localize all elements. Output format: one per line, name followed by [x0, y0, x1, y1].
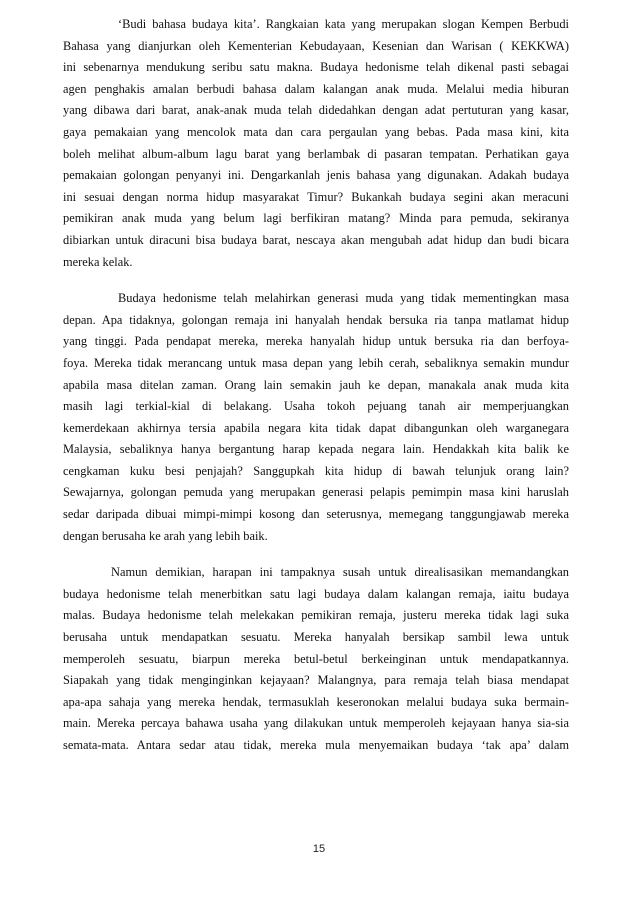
paragraph-gap [63, 547, 569, 562]
text-line: cengkaman kuku besi penjajah? Sanggupkah kita hidup di bawah telunjuk orang lain? [63, 463, 569, 478]
body-text [63, 14, 569, 757]
paragraph-2 [63, 288, 569, 547]
text-line: memperoleh sesuatu, biarpun mereka betul-betul berkeinginan untuk mendapatkannya. [63, 651, 569, 666]
text-line: semata-mata. Antara sedar atau tidak, mereka mula menyemaikan budaya ‘tak apa’ dalam [63, 738, 569, 752]
text-line: pemikiran anak muda yang belum lagi berfikiran matang? Minda para pemuda, sekiranya [63, 211, 569, 226]
text-line: kemerdekaan akhirnya tersia apabila negara kita tidak dapat dibangunkan oleh warganegara [63, 420, 569, 435]
text-line: gaya pemakaian yang mencolok mata dan cara pergaulan yang bebas. Pada masa kini, kita [63, 124, 569, 139]
text-line: Malaysia, sebaliknya hanya bergantung harap kepada negara lain. Hendakkah kita balik ke [63, 442, 569, 457]
text-line: ini sebenarnya mendukung seribu satu makna. Budaya hedonisme telah dikenal pasti sebagai [63, 60, 569, 75]
text-line: Siapakah yang tidak menginginkan kejayaan? Malangnya, para remaja telah biasa mendapat [63, 673, 569, 688]
text-line: apa-apa sahaja yang mereka hendak, termasuklah keseronokan melalui budaya suka bermain- [63, 694, 569, 709]
text-line: foya. Mereka tidak merancang untuk masa depan yang lebih cerah, sebaliknya semakin mundur [63, 355, 569, 370]
text-line: boleh melihat album-album lagu barat yang berlambak di pasaran tempatan. Perhatikan gaya [63, 146, 569, 161]
text-line: dengan berusaha ke arah yang lebih baik. [63, 528, 268, 543]
text-line: pemakaian golongan penyanyi ini. Dengarkanlah jenis bahasa yang digunakan. Adakah budaya [63, 168, 569, 183]
text-line: Budaya hedonisme telah melahirkan generasi muda yang tidak mementingkan masa [118, 291, 569, 306]
text-line: yang tinggi. Pada pendapat mereka, mereka hanyalah hidup untuk bersuka ria dan berfoya- [63, 334, 569, 349]
paragraph-gap [63, 273, 569, 288]
text-line: dibiarkan untuk diracuni bisa budaya barat, nescaya akan mengubah adat hidup dan budi bicara [63, 232, 569, 247]
text-line: ‘Budi bahasa budaya kita’. Rangkaian kata yang merupakan slogan Kempen Berbudi [118, 17, 569, 31]
text-line: masih lagi terkial-kial di belakang. Usaha tokoh pejuang tanah air memperjuangkan [63, 399, 569, 414]
text-line: Namun demikian, harapan ini tampaknya susah untuk direalisasikan memandangkan [111, 565, 569, 580]
text-line: budaya hedonisme telah menerbitkan satu lagi budaya dalam kalangan remaja, iaitu budaya [63, 586, 569, 601]
text-line: apabila masa ditelan zaman. Orang lain semakin jauh ke depan, manakala anak muda kita [63, 377, 569, 392]
paragraph-1 [63, 14, 569, 273]
text-line: ini sesuai dengan norma hidup masyarakat Timur? Bukankah budaya segini akan meracuni [63, 189, 569, 204]
text-line: main. Mereka percaya bahawa usaha yang dilakukan untuk memperoleh kejayaan hanya sia-sia [63, 716, 569, 731]
text-line: berusaha untuk mendapatkan sesuatu. Mereka hanyalah bersikap sambil lewa untuk [63, 630, 569, 645]
text-line: depan. Apa tidaknya, golongan remaja ini hanyalah hendak bersuka ria tanpa matlamat hidup [63, 312, 569, 327]
text-line: sedar daripada dibuai mimpi-mimpi kosong dan seterusnya, memegang tanggungjawab mereka [63, 507, 569, 522]
text-line: mereka kelak. [63, 254, 133, 269]
page-number: 15 [312, 843, 326, 855]
text-line: yang dibawa dari barat, anak-anak muda telah didedahkan dengan adat pertuturan yang kasar, [63, 103, 569, 118]
text-line: Sewajarnya, golongan pemuda yang merupakan generasi pelapis pemimpin masa kini haruslah [63, 485, 569, 500]
text-line: agen penghakis amalan berbudi bahasa dalam kalangan anak muda. Melalui media hiburan [63, 81, 569, 96]
text-line: malas. Budaya hedonisme telah melekakan pemikiran remaja, justeru mereka tidak lagi suka [63, 608, 569, 623]
paragraph-3 [63, 562, 569, 756]
text-line: Bahasa yang dianjurkan oleh Kementerian Kebudayaan, Kesenian dan Warisan ( KEKKWA) [63, 38, 569, 53]
